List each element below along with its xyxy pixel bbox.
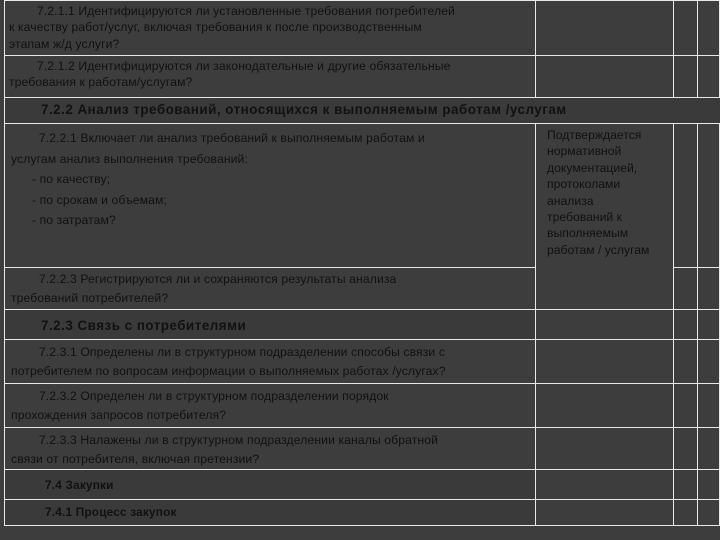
table-row [4, 428, 720, 470]
section-header [4, 500, 720, 526]
section-title: 7.2.3 Связь с потребителями [41, 318, 247, 333]
section-header [4, 470, 720, 500]
requirement-text: 7.2.2.3 Регистрируются ли и сохраняются результаты анализа требований потребителей? [11, 272, 397, 305]
section-header [4, 98, 720, 124]
table-row [4, 0, 720, 56]
requirement-text: 7.2.1.1 Идентифицируются ли установленные требования потребителей к качеству работ/услуг, включая требования к после производственным этапам ж/д услуги? [9, 4, 455, 51]
requirement-text: 7.2.3.2 Определен ли в структурном подразделении порядок прохождения запросов потребителя? [11, 389, 389, 422]
evidence-note: Подтверждается нормативной документацией, протоколами анализа требований к выполняемым работам / услугам [547, 128, 650, 257]
section-header [4, 310, 720, 340]
requirement-text: 7.2.3.1 Определены ли в структурном подразделении способы связи с потребителем по вопросам информации о выполняемых работах /услугах? [11, 345, 446, 378]
table-row [4, 340, 720, 384]
table-row [4, 384, 720, 428]
requirement-text: 7.2.2.1 Включает ли анализ требований к выполняемым работам и услугам анализ выполнения требований: - по качеству; - по срокам и объемам; - по затратам? [11, 131, 425, 228]
section-title: 7.2.2 Анализ требований, относящихся к выполняемым работам /услугам [41, 102, 567, 117]
requirements-table [4, 0, 720, 540]
table-row [4, 124, 720, 268]
section-title: 7.4.1 Процесс закупок [45, 505, 177, 519]
section-title: 7.4 Закупки [45, 478, 114, 492]
requirement-text: 7.2.3.3 Налажены ли в структурном подразделении каналы обратной связи от потребителя, включая претензии? [11, 433, 439, 466]
table-row [4, 56, 720, 98]
requirement-text: 7.2.1.2 Идентифицируются ли законодательные и другие обязательные требования к работам/услугам? [9, 59, 451, 90]
table-row [4, 268, 720, 310]
